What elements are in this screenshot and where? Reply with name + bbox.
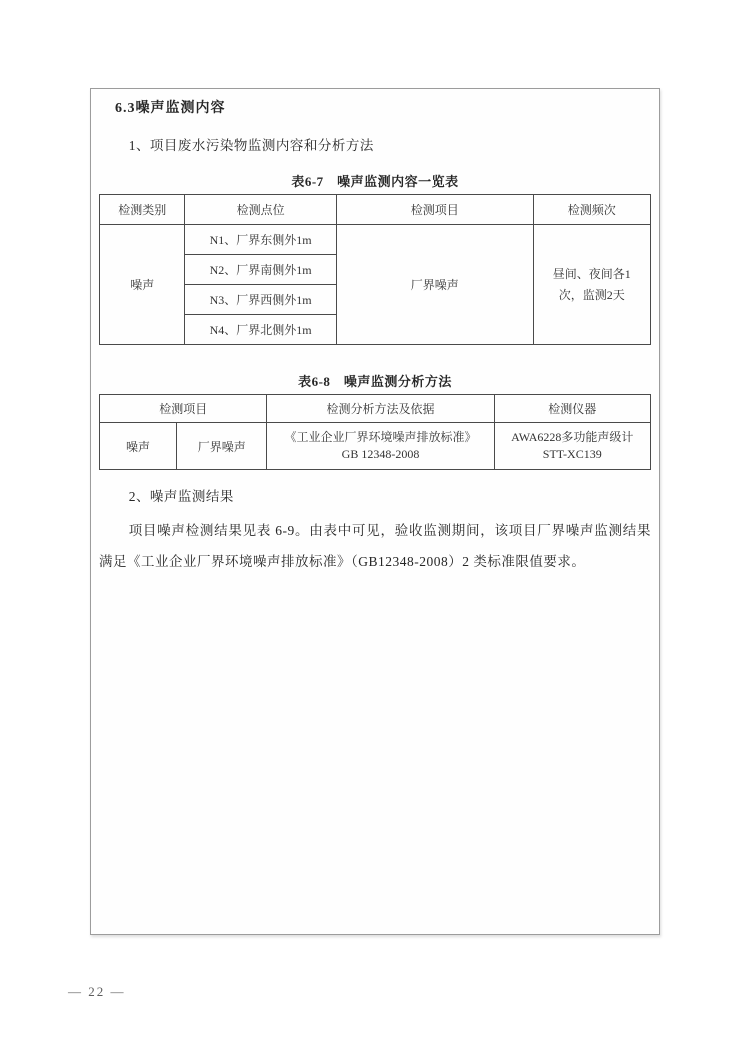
section-heading: 6.3噪声监测内容 (115, 101, 226, 116)
table-6-7-header-row (100, 195, 651, 225)
numbered-item-2: 2、噪声监测结果 (128, 489, 234, 504)
cell-point-n3: N3、厂界西侧外1m (185, 285, 337, 315)
cell-category: 噪声 (100, 423, 177, 470)
cell-item: 厂界噪声 (177, 423, 267, 470)
method-standard-code: GB 12348-2008 (341, 447, 420, 461)
instrument-name: AWA6228多功能声级计 (511, 429, 634, 444)
document-content-box (90, 88, 660, 935)
cell-point-n4: N4、厂界北侧外1m (185, 315, 337, 345)
header-cell-item: 检测项目 (100, 395, 267, 423)
cell-method (267, 423, 494, 470)
table-6-7-title: 表6-7 噪声监测内容一览表 (291, 174, 459, 189)
header-cell-item: 检测项目 (336, 195, 533, 225)
cell-point-n2: N2、厂界南侧外1m (185, 255, 337, 285)
numbered-item-1: 1、项目废水污染物监测内容和分析方法 (128, 138, 374, 153)
result-paragraph: 项目噪声检测结果见表 6-9。由表中可见，验收监测期间，该项目厂界噪声监测结果满足《工业企业厂界环境噪声排放标准》（GB12348-2008）2 类标准限值要求。 (99, 523, 651, 569)
header-cell-method: 检测分析方法及依据 (267, 395, 494, 423)
table-row (100, 225, 651, 255)
table-6-8-header-row (100, 395, 651, 423)
header-cell-point: 检测点位 (185, 195, 337, 225)
table-6-7 (99, 194, 651, 345)
instrument-code: STT-XC139 (542, 447, 602, 461)
header-cell-frequency: 检测频次 (533, 195, 650, 225)
cell-item: 厂界噪声 (336, 225, 533, 345)
cell-point-n1: N1、厂界东侧外1m (185, 225, 337, 255)
table-row (100, 423, 651, 470)
cell-instrument (494, 423, 651, 470)
table-6-8 (99, 394, 651, 470)
cell-frequency: 昼间、夜间各1次，监测2天 (533, 225, 650, 345)
header-cell-category: 检测类别 (100, 195, 185, 225)
cell-category: 噪声 (100, 225, 185, 345)
page-number: — 22 — (68, 984, 126, 999)
method-standard-name: 《工业企业厂界环境噪声排放标准》 (284, 429, 477, 444)
table-6-8-title: 表6-8 噪声监测分析方法 (298, 374, 452, 389)
header-cell-instrument: 检测仪器 (494, 395, 651, 423)
